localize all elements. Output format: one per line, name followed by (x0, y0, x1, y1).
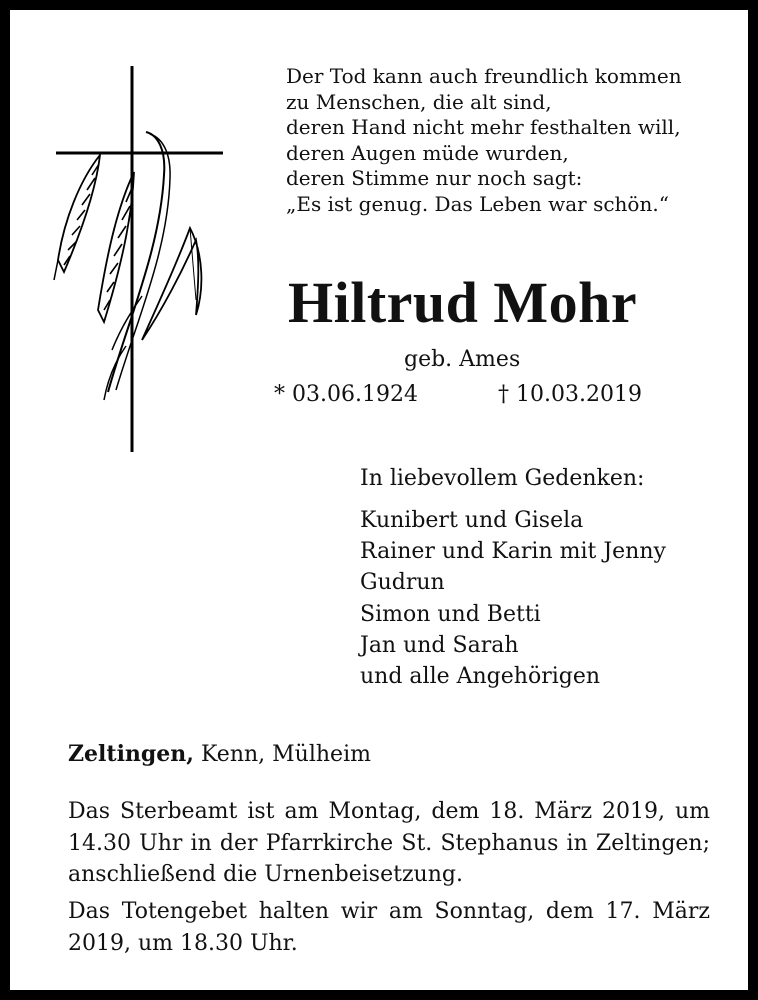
poem-line: deren Augen müde wurden, (286, 140, 569, 165)
birth-date: * 03.06.1924 (274, 382, 418, 407)
mourner-item: Kunibert und Gisela (360, 508, 584, 533)
deceased-name: Hiltrud Mohr (288, 270, 638, 335)
mourner-item: Simon und Betti (360, 601, 541, 627)
place-others: Kenn, Mülheim (193, 742, 371, 767)
poem-line: zu Menschen, die alt sind, (286, 89, 552, 114)
place-main: Zeltingen, (68, 741, 194, 767)
poem-line: deren Hand nicht mehr festhalten will, (286, 115, 681, 139)
cross-with-wheat-icon (50, 60, 230, 460)
maiden-name: geb. Ames (404, 347, 521, 372)
death-date: † 10.03.2019 (498, 382, 642, 407)
poem-line: deren Stimme nur noch sagt: (286, 166, 583, 190)
place-line (68, 741, 371, 767)
poem-line: Der Tod kann auch freundlich kommen (286, 64, 682, 88)
mourner-item: Rainer und Karin mit Jenny (360, 539, 666, 565)
mourner-item: Gudrun (360, 570, 445, 596)
prayer-notice: Das Totengebet halten wir am Sonntag, dem 17. März 2019, um 18.30 Uhr. (68, 899, 710, 956)
poem (286, 64, 682, 217)
mourners-list (360, 505, 666, 692)
memory-heading: In liebevollem Gedenken: (360, 466, 645, 491)
poem-line: „Es ist genug. Das Leben war schön.“ (286, 191, 669, 216)
funeral-notice: Das Sterbeamt ist am Montag, dem 18. März 2019, um 14.30 Uhr in der Pfarrkirche St. Stephanus in Zeltingen; anschließend die Urnenbeisetzung. (68, 799, 710, 887)
mourner-item: und alle Angehörigen (360, 664, 601, 690)
mourner-item: Jan und Sarah (360, 632, 519, 658)
